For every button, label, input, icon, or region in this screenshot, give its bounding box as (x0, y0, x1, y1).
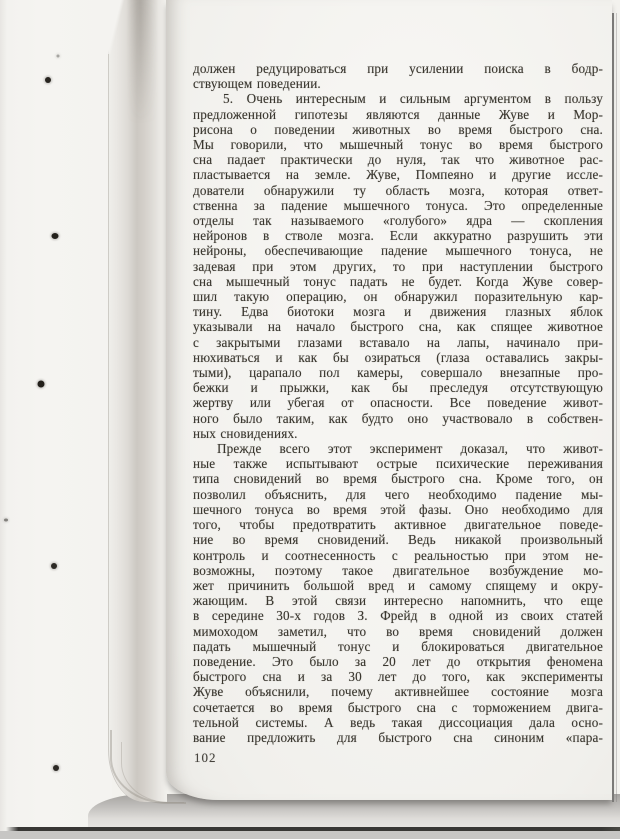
text-line: шил такую операцию, он обнаружил поразительную кар- (193, 289, 603, 305)
page-number: 102 (194, 750, 217, 765)
text-line: типа сновидений во время быстрого сна. Кроме того, он (193, 471, 603, 487)
table-surface (0, 831, 620, 839)
text-line: жающим. В этой связи интересно напомнить, что еще (193, 593, 603, 609)
binding-hole-mark (38, 381, 45, 388)
binding-hole-mark (45, 77, 51, 83)
text-line: Мы говорили, что мышечный тонус во время быстрого (193, 137, 603, 153)
text-line: предложенной гипотезы являются данные Жуве и Мор- (193, 106, 603, 122)
text-line: сочетается во время быстрого сна с торможением двига- (193, 699, 603, 715)
text-line: сна мышечный тонус падать не будет. Когда Жуве совер- (193, 273, 603, 289)
text-line: вание предложить для быстрого сна синоним «пара- (193, 729, 603, 745)
text-line: Жуве объяснили, почему активнейшее состояние мозга (193, 684, 603, 700)
binding-hole-mark (52, 233, 59, 239)
text-line: возможны, поэтому такое двигательное возбуждение мо- (193, 562, 603, 578)
spine-page-edges-shading (126, 0, 158, 130)
text-line: тыми), царапало пол камеры, совершало внезапные про- (193, 365, 603, 381)
page-right-edge-line (612, 13, 614, 802)
binding-hole-mark (4, 519, 8, 522)
text-line: того, чтобы предотвратить активное двигательное поведе- (193, 517, 603, 533)
text-line: в середине 30-х годов З. Фрейд в одной из своих статей (193, 608, 603, 624)
text-line: жет причинить большой вред и самому спящему и окру- (193, 577, 603, 593)
text-line: падать мышечный тонус и блокироваться двигательное (193, 638, 603, 654)
text-line: поведение. Это было за 20 лет до открытия феномена (193, 653, 603, 669)
scan-left-margin (0, 0, 112, 831)
text-line: мимоходом заметил, что во время сновидений должен (193, 623, 603, 639)
text-line: рисона о поведении животных во время быстрого сна. (193, 121, 603, 137)
text-line: ные также испытывают острые психические переживания (193, 456, 603, 472)
text-line: нейронов в стволе мозга. Если аккуратно разрушить эти (193, 228, 603, 244)
table-edge-line (6, 827, 620, 831)
text-line: отделы так называемого «голубого» ядра — скопления (193, 213, 603, 229)
text-line: жертву или убегая от опасности. Все поведение живот- (193, 395, 603, 411)
text-line: тельной системы. А ведь такая диссоциация дала осно- (193, 714, 603, 730)
page-right-edge-line-faint (616, 13, 617, 802)
text-line: нейроны, обеспечивающие падение мышечного тонуса, не (193, 243, 603, 259)
text-line: нюхиваться и как бы озираться (глаза оставались закры- (193, 349, 603, 365)
text-line: ственна за падение мышечного тонуса. Это определенные (193, 197, 603, 213)
text-line: пластывается на земле. Жуве, Помпеяно и другие иссле- (193, 167, 603, 183)
text-line: сна падает практически до нуля, так что животное рас- (193, 152, 603, 168)
text-line: ного было таким, как будто оно участвовало в собствен- (193, 410, 603, 426)
text-line: указывали на начало быстрого сна, как спящее животное (193, 319, 603, 335)
text-line: с закрытыми глазами вставало на лапы, начинало при- (193, 334, 603, 350)
text-line: ных сновидениях. (193, 425, 298, 441)
binding-hole-mark (51, 563, 57, 569)
text-line: 5. Очень интересным и сильным аргументом в пользу (223, 91, 603, 107)
text-line: шечного тонуса во время этой фазы. Оно необходимо для (193, 501, 603, 517)
text-line: ствующем поведении. (193, 76, 321, 92)
text-line: позволил объяснить, для чего необходимо падение мы- (193, 486, 603, 502)
text-line: тину. Едва биотоки мозга и движения глазных яблок (193, 304, 603, 320)
text-line: быстрого сна и за 30 лет до того, как эксперименты (193, 669, 603, 685)
text-line: должен редуцироваться при усилении поиска в бодр- (193, 61, 603, 76)
binding-hole-mark (53, 765, 59, 771)
text-line: бежки и прыжки, как бы преследуя отсутствующую (193, 380, 603, 396)
text-line: задевая при этом других, то при наступлении быстрого (193, 258, 603, 274)
text-line: контроль и соотнесенность с реальностью при этом не- (193, 547, 603, 563)
text-line: Прежде всего этот эксперимент доказал, что живот- (217, 441, 603, 457)
text-block (193, 61, 603, 745)
text-line: ние во время сновидений. Ведь никакой произвольный (193, 532, 603, 548)
spine-top-notch (108, 0, 124, 54)
text-line: дователи обнаружили ту область мозга, которая ответ- (193, 182, 603, 198)
binding-hole-mark (57, 55, 60, 58)
